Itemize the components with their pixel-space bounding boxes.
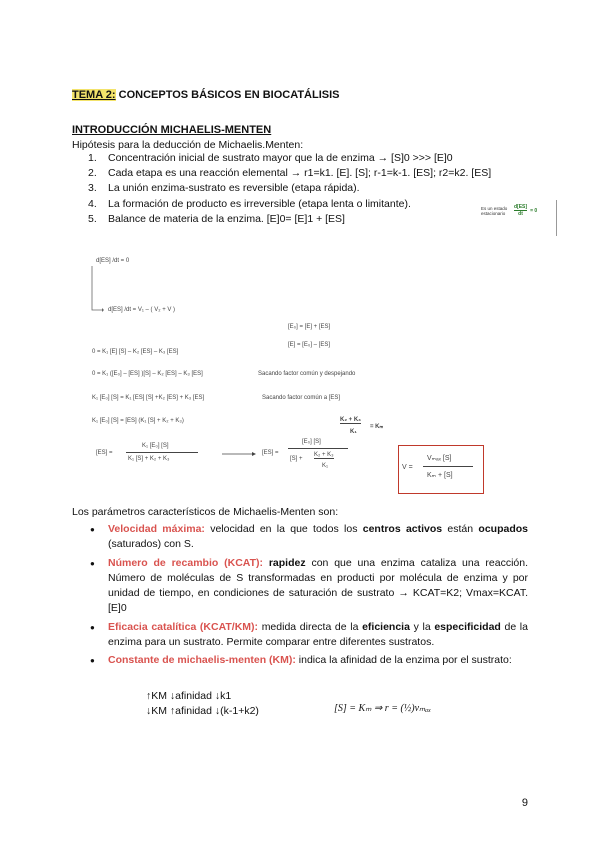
v-denominator: Kₘ + [S] xyxy=(427,472,453,479)
deriv-line-5: K₁ [E₀] [S] = K₁ [ES] [S] +K₂ [ES] + K₃ [ES] xyxy=(92,395,205,401)
steady-state-note: Es un estado estacionario $\frac{d[ES]}{dt}$ = 0 xyxy=(481,204,538,217)
deriv-note-5: Sacando factor común a [ES] xyxy=(262,395,341,401)
list-item: 5. Balance de materia de la enzima. [E]0= [E]1 + [ES] xyxy=(88,212,345,225)
params-list xyxy=(88,522,528,669)
es1-numerator: K₁ [E₀] [S] xyxy=(142,443,169,449)
deriv-line-4: 0 = K₁ ([E₀] – [ES] )[S] – K₂ [ES] – K₃ [ES] xyxy=(92,371,203,377)
title-prefix: TEMA 2: xyxy=(72,89,116,101)
es2-den-numerator: K₂ + K₃ xyxy=(314,452,334,458)
deriv-line-1: d[ES] /dt = 0 xyxy=(96,258,130,264)
page-number: 9 xyxy=(521,797,528,809)
es2-lhs: [ES] = xyxy=(262,450,279,456)
list-item: 1. Concentración inicial de sustrato mayor que la de enzima → [S]0 >>> [E]0 xyxy=(88,152,453,164)
page-title xyxy=(72,89,340,101)
es1-lhs: [ES] = xyxy=(96,450,113,456)
km-relation-1: ↑KM ↓afinidad ↓k1 xyxy=(146,690,232,702)
list-item: ● Número de recambio (KCAT): rapidez con que una enzima cataliza una reacción. Número de moléculas de S transformadas en producti por molécula de enzima y por unidad de tiempo, en condiciones de saturación de sustrato → KCAT=K2; Vmax=KCAT. [E]0 xyxy=(88,556,528,617)
list-item: ● Constante de michaelis-menten (KM): indica la afinidad de la enzima por el sustrato: xyxy=(88,653,528,668)
es2-fraction-bar xyxy=(288,448,348,449)
note-divider xyxy=(556,200,557,236)
right-arrow-icon xyxy=(222,451,256,457)
km-relation-2: ↓KM ↑afinidad ↓(k-1+k2) xyxy=(146,705,259,717)
es2-den-part: [S] + xyxy=(290,456,303,462)
deriv-line-2: d[ES] /dt = V₁ – ( V₂ + V ) xyxy=(108,307,176,313)
intro-heading: INTRODUCCIÓN MICHAELIS-MENTEN xyxy=(72,124,272,136)
v-numerator: Vₘₐₓ [S] xyxy=(427,455,452,462)
km-formula: [S] = Kₘ ⇒ r = (½)vₘₐₓ xyxy=(334,703,432,714)
es2-den-denominator: K₁ xyxy=(322,463,329,469)
deriv-note-4: Sacando factor común y despejando xyxy=(258,371,356,377)
michaelis-menten-equation-box xyxy=(398,445,484,494)
title-text: CONCEPTOS BÁSICOS EN BIOCATÁLISIS xyxy=(115,89,340,101)
km-numerator: K₂ + K₃ xyxy=(340,417,361,423)
list-item: 3. La unión enzima-sustrato es reversible (etapa rápida). xyxy=(88,182,360,195)
hypothesis-list xyxy=(88,152,491,228)
derivation-arrow-icon xyxy=(90,266,104,314)
deriv-line-3: 0 = K₁ [E] [S] – K₂ [ES] – K₃ [ES] xyxy=(92,349,179,355)
km-equals: = Kₘ xyxy=(370,424,384,430)
km-denominator: K₁ xyxy=(350,429,357,435)
list-item: 4. La formación de producto es irreversible (etapa lenta o limitante). xyxy=(88,197,411,210)
list-item: ● Velocidad máxima: velocidad en la que todos los centros activos están ocupados (saturados) con S. xyxy=(88,522,528,553)
es2-numerator: [E₀] [S] xyxy=(302,439,321,445)
es1-denominator: K₁ [S] + K₂ + K₃ xyxy=(128,456,170,462)
deriv-right-2: [E] = [E₀] – [ES] xyxy=(288,342,331,348)
list-item: 2. Cada etapa es una reacción elemental → r1=k1. [E]. [S]; r-1=k-1. [ES]; r2=k2. [ES] xyxy=(88,167,492,180)
v-lhs: V = xyxy=(402,464,413,471)
v-fraction-bar xyxy=(423,466,473,467)
hypothesis-text: Hipótesis para la deducción de Michaelis.Menten: xyxy=(72,139,304,151)
deriv-line-6: K₁ [E₀] [S] = [ES] (K₁ [S] + K₂ + K₃) xyxy=(92,418,184,424)
list-item: ● Eficacia catalítica (KCAT/KM): medida directa de la eficiencia y la especificidad de la enzima para un sustrato. Permite comparar entre diferentes sustratos. xyxy=(88,620,528,651)
deriv-right-1: [E₀] = [E] + [ES] xyxy=(288,324,331,330)
params-intro: Los parámetros característicos de Michaelis-Menten son: xyxy=(72,506,339,518)
es1-fraction-bar xyxy=(126,452,198,453)
